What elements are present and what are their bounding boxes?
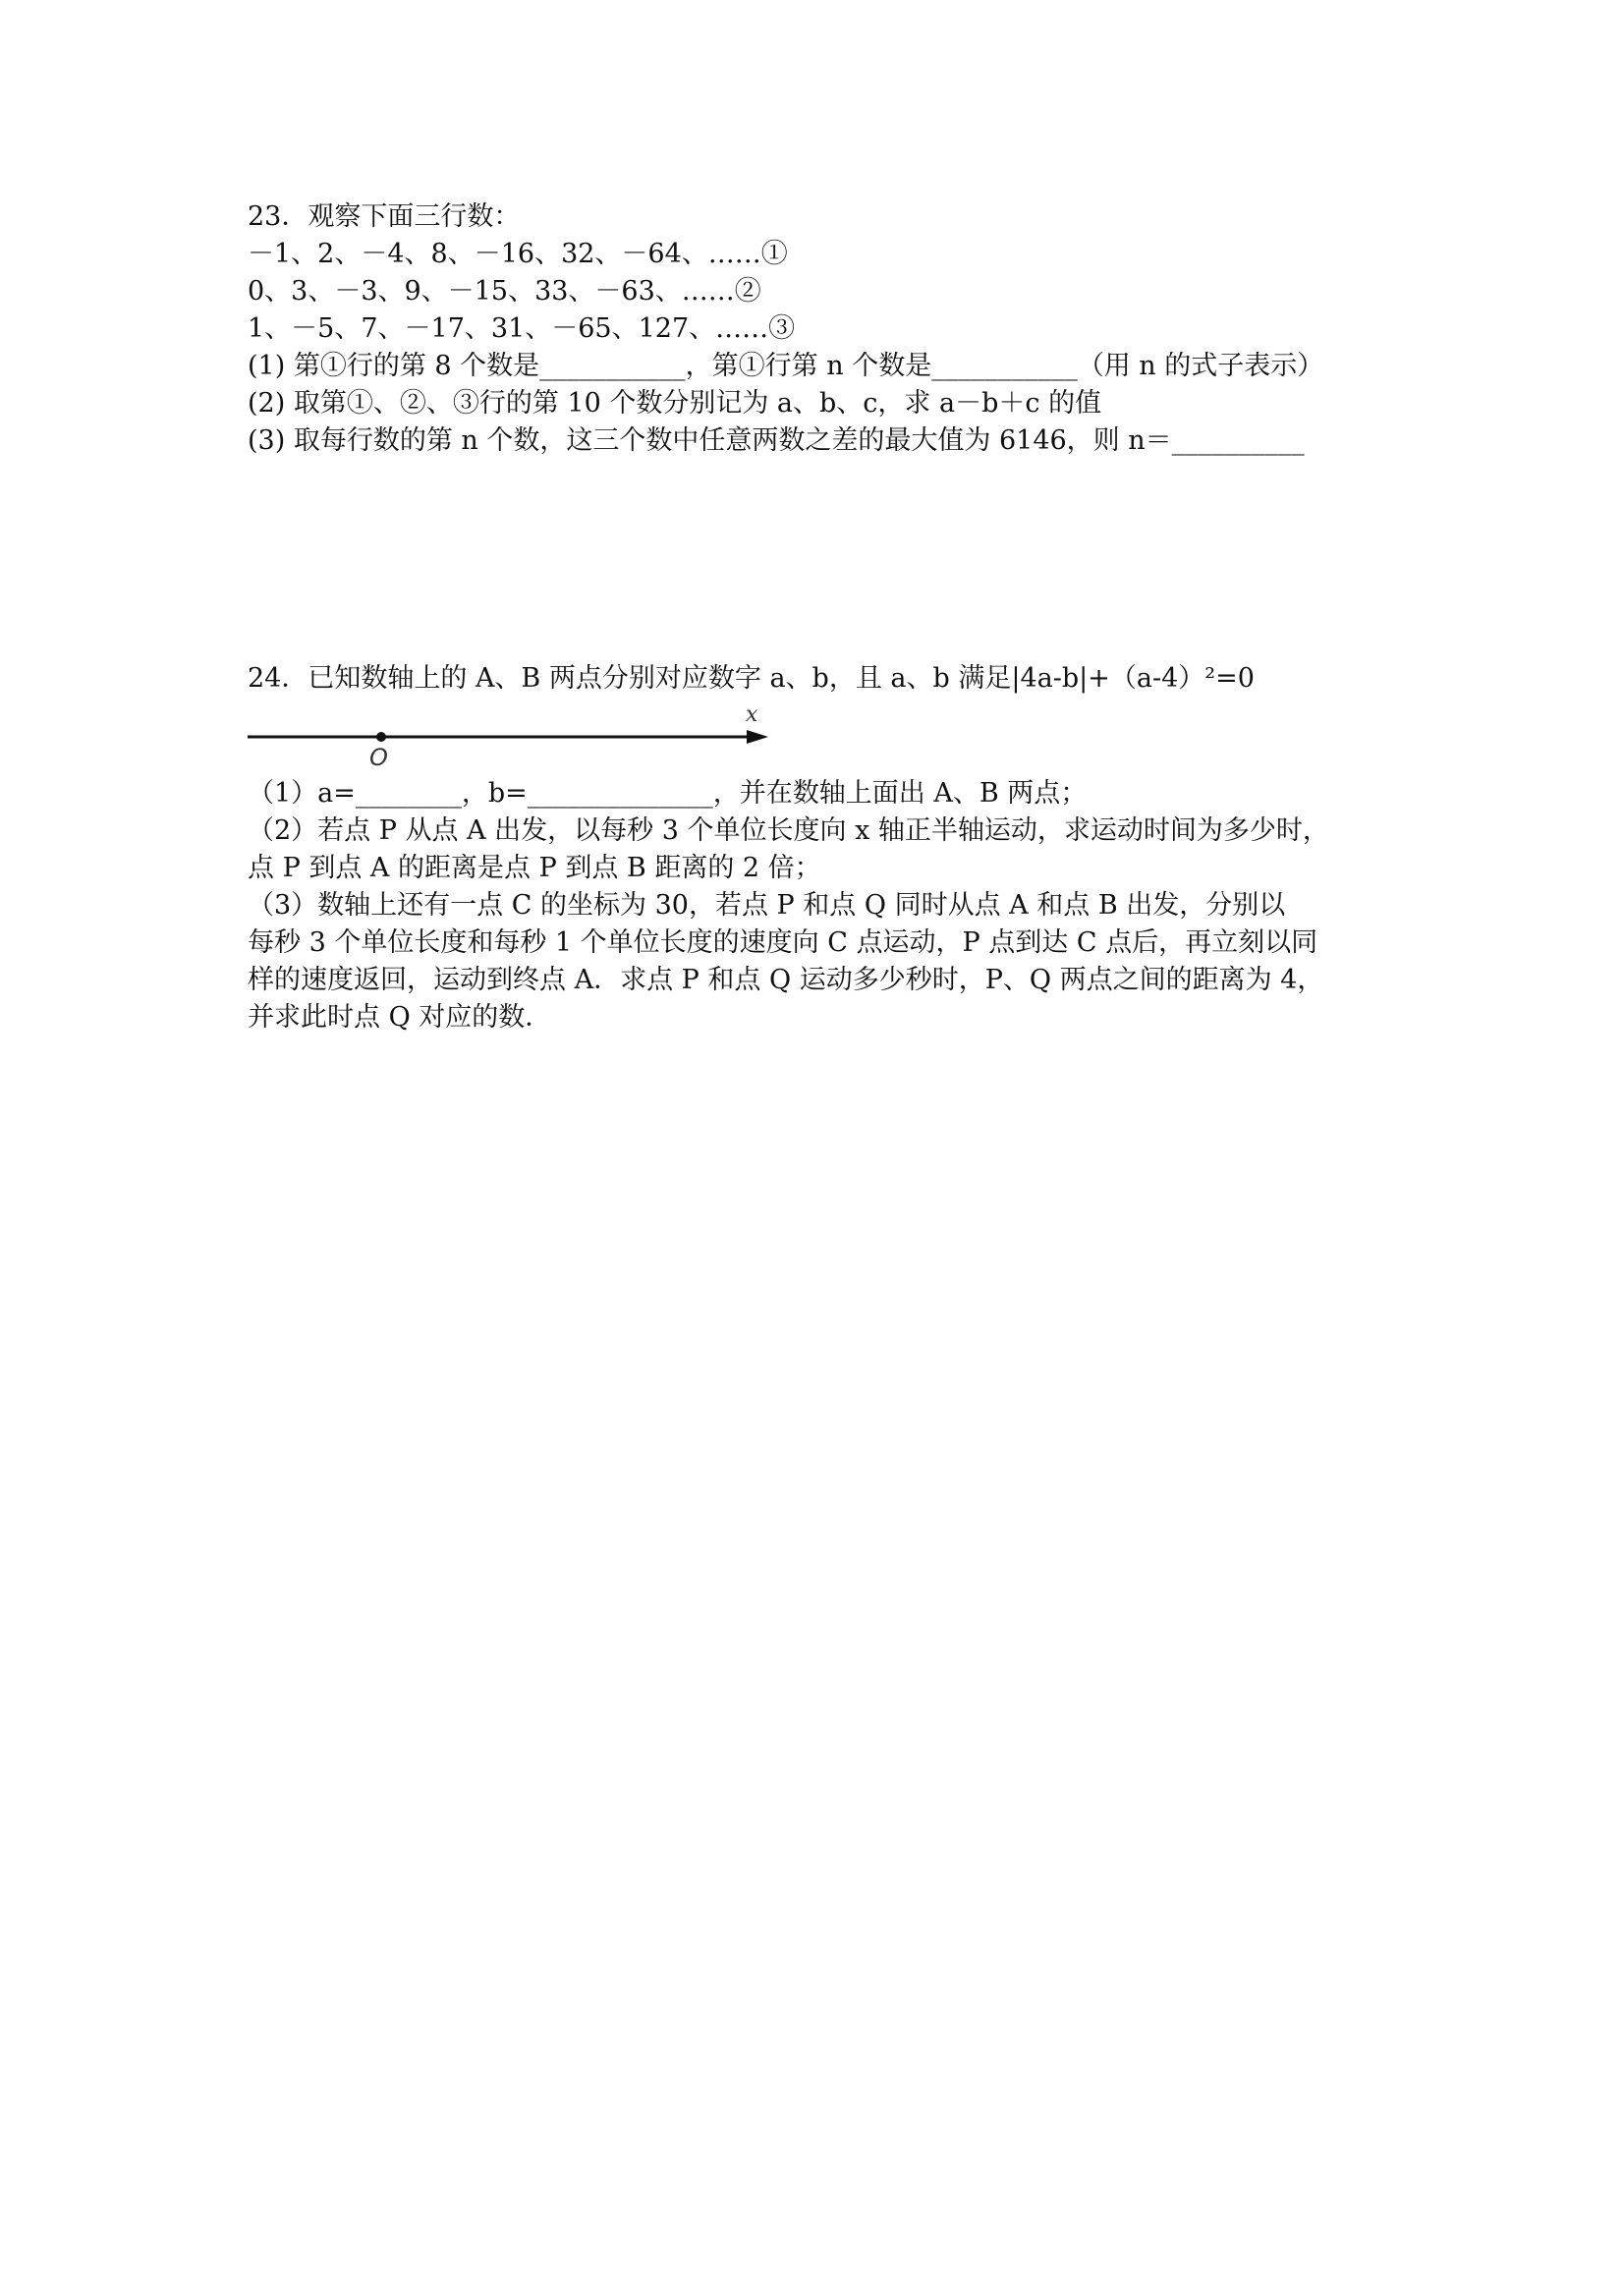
- question-24-part-1: （1）a=________，b=______________，并在数轴上面出 A、B 两点；: [248, 778, 1088, 809]
- number-line-figure: [248, 700, 778, 768]
- question-23-part-3: (3) 取每行数的第 n 个数，这三个数中任意两数之差的最大值为 6146，则 n＝__________: [248, 425, 1305, 456]
- sequence-row-2: 0、3、－3、9、－15、33、－63、……②: [248, 276, 761, 307]
- axis-origin-label: O: [369, 744, 388, 768]
- question-24-title-block: [248, 660, 1407, 698]
- sequence-row-1: －1、2、－4、8、－16、32、－64、……①: [248, 239, 788, 269]
- question-24-part-3-line-1: （3）数轴上还有一点 C 的坐标为 30，若点 P 和点 Q 同时从点 A 和点 B 出发，分别以: [248, 890, 1286, 921]
- question-24-part-3-line-3: 样的速度返回，运动到终点 A．求点 P 和点 Q 运动多少秒时，P、Q 两点之间的距离为 4，: [248, 965, 1324, 995]
- question-24-part-2-line-2: 点 P 到点 A 的距离是点 P 到点 B 距离的 2 倍；: [248, 853, 821, 883]
- question-24-part-3-line-4: 并求此时点 Q 对应的数．: [248, 1002, 552, 1033]
- origin-point: [376, 732, 386, 742]
- question-23-part-1: (1) 第①行的第 8 个数是___________，第①行第 n 个数是___________（用 n 的式子表示）: [248, 351, 1324, 381]
- question-23: [248, 198, 1407, 460]
- question-23-part-2: (2) 取第①、②、③行的第 10 个数分别记为 a、b、c，求 a－b＋c 的值: [248, 388, 1102, 419]
- question-23-title: 23．观察下面三行数：: [248, 201, 521, 232]
- question-24-part-2-line-1: （2）若点 P 从点 A 出发，以每秒 3 个单位长度向 x 轴正半轴运动，求运动时间为多少时，: [248, 815, 1329, 846]
- question-24-parts: [248, 775, 1407, 1036]
- question-24-title: 24．已知数轴上的 A、B 两点分别对应数字 a、b，且 a、b 满足|4a-b|+（a-4）²=0: [248, 663, 1255, 694]
- sequence-row-3: 1、－5、7、－17、31、－65、127、……③: [248, 313, 796, 344]
- axis-x-label: x: [746, 702, 758, 727]
- number-line-svg: [248, 700, 778, 768]
- question-24-part-3-line-2: 每秒 3 个单位长度和每秒 1 个单位长度的速度向 C 点运动，P 点到达 C 点后，再立刻以同: [248, 927, 1318, 958]
- axis-arrowhead: [747, 730, 768, 744]
